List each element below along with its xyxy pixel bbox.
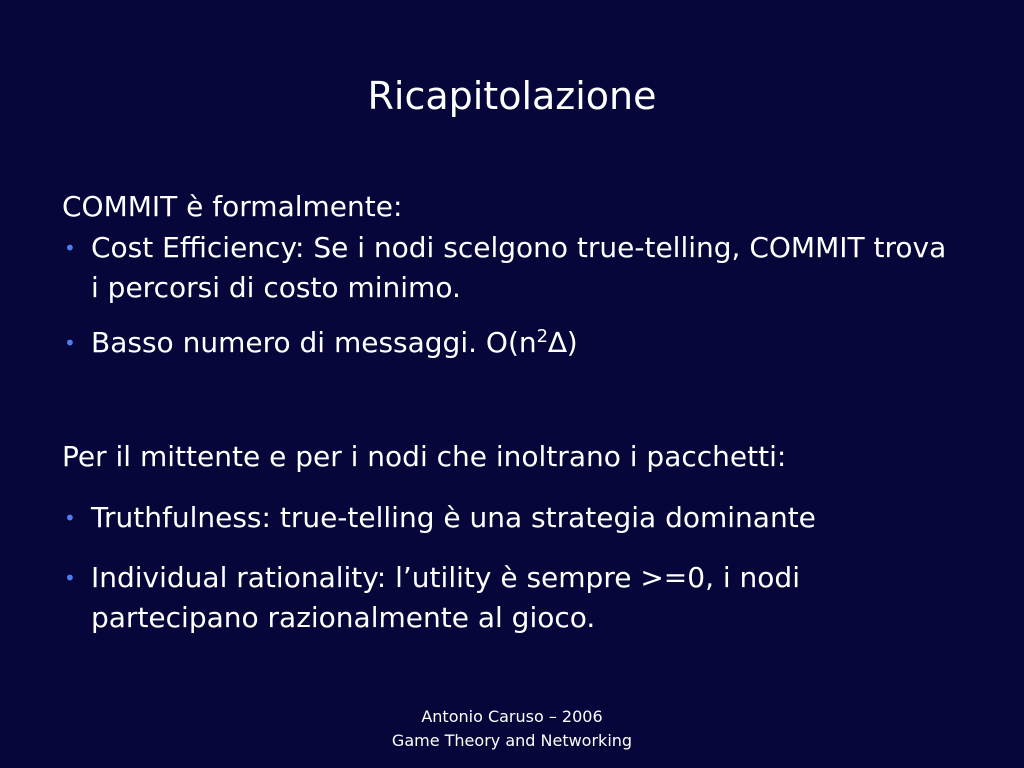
- bullet-marker: •: [64, 236, 76, 260]
- section-sender: [62, 437, 962, 638]
- bullet-message-count: [62, 323, 962, 363]
- footer-course: Game Theory and Networking: [391, 731, 633, 750]
- bullet-marker: •: [64, 566, 76, 590]
- section-sender-heading: Per il mittente e per i nodi che inoltrano i pacchetti:: [62, 440, 787, 473]
- bullet-individual-rationality: [62, 558, 962, 638]
- bullet-message-count-suffix: ∆): [548, 326, 578, 359]
- footer-author: Antonio Caruso – 2006: [421, 707, 603, 726]
- slide-title: Ricapitolazione: [367, 74, 657, 118]
- bullet-message-count-prefix: Basso numero di messaggi. O(n: [91, 326, 537, 359]
- bullet-truthfulness-text: Truthfulness: true-telling è una strategia dominante: [91, 501, 816, 534]
- bullet-individual-rationality-text: Individual rationality: l’utility è sempre >=0, i nodi partecipano razionalmente al gioco.: [91, 561, 800, 634]
- bullet-truthfulness: [62, 498, 962, 538]
- section-commit: [62, 187, 962, 363]
- bullet-cost-efficiency: [62, 228, 962, 308]
- section-commit-heading: COMMIT è formalmente:: [62, 190, 403, 223]
- bullet-message-count-exponent: 2: [536, 326, 549, 347]
- bullet-marker: •: [64, 506, 76, 530]
- slide-footer: [0, 705, 1024, 753]
- bullet-cost-efficiency-text: Cost Efficiency: Se i nodi scelgono true-telling, COMMIT trova i percorsi di costo minimo.: [91, 231, 947, 304]
- bullet-marker: •: [64, 331, 76, 355]
